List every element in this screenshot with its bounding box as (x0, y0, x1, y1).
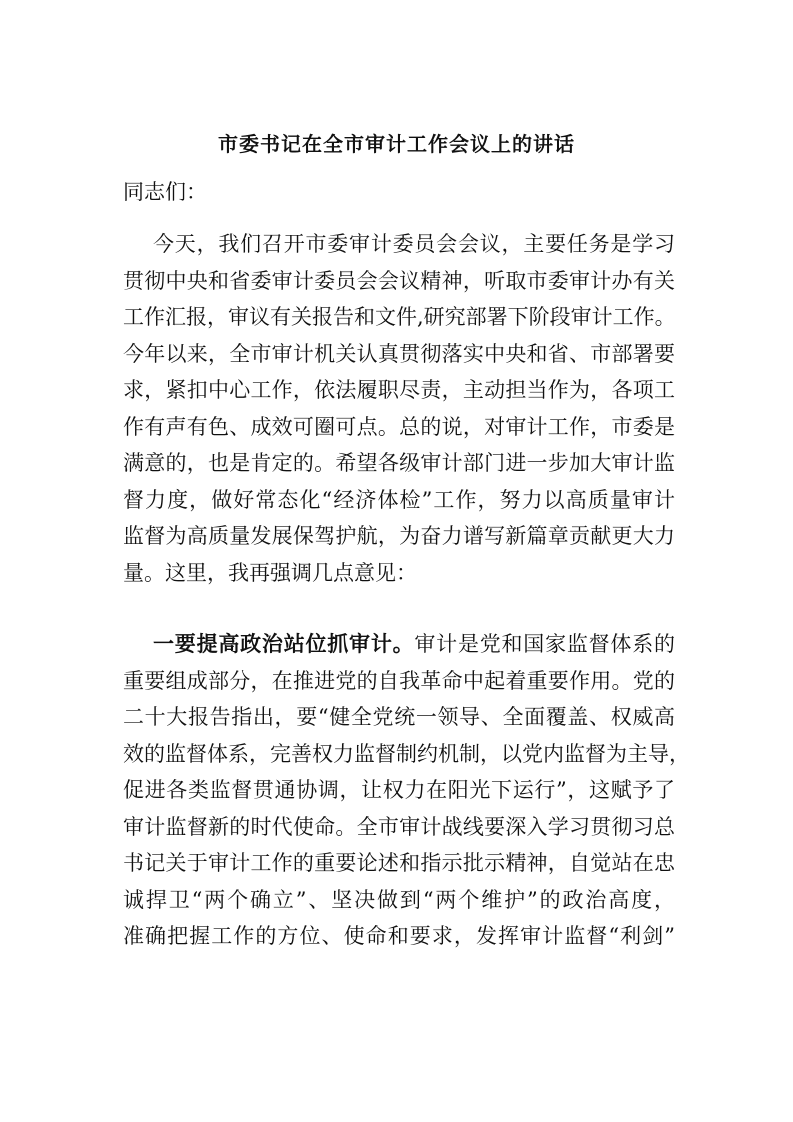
paragraph-1 (123, 226, 675, 591)
paragraph-line: 工作汇报，审议有关报告和文件,研究部署下阶段审计工作。 (123, 305, 676, 329)
paragraph-line: 审计监督新的时代使命。全市审计战线要深入学习贯彻习总 (123, 814, 675, 839)
document-title: 市委书记在全市审计工作会议上的讲话 (218, 132, 575, 156)
paragraph-line: 贯彻中央和省委审计委员会会议精神，听取市委审计办有关 (123, 268, 675, 293)
paragraph-line: 督力度，做好常态化“经济体检”工作，努力以高质量审计 (123, 487, 675, 512)
greeting: 同志们： (123, 180, 207, 204)
paragraph-first-line (123, 626, 675, 663)
paragraph-line: 今天，我们召开市委审计委员会会议，主要任务是学习 (153, 232, 675, 256)
paragraph-2 (123, 626, 690, 955)
paragraph-line: 促进各类监督贯通协调，让权力在阳光下运行”，这赋予了 (123, 778, 675, 802)
paragraph-line: 求，紧扣中心工作，依法履职尽责，主动担当作为，各项工 (123, 378, 675, 402)
paragraph-line: 重要组成部分，在推进党的自我革命中起着重要作用。党的 (123, 668, 675, 693)
paragraph-line: 量。这里，我再强调几点意见： (123, 560, 417, 585)
paragraph-line: 满意的，也是肯定的。希望各级审计部门进一步加大审计监 (123, 451, 675, 475)
paragraph-line: 今年以来，全市审计机关认真贯彻落实中央和省、市部署要 (123, 341, 675, 366)
paragraph-line: 书记关于审计工作的重要论述和指示批示精神，自觉站在忠 (123, 851, 675, 875)
section-heading: 一要提高政治站位抓审计。 (153, 631, 415, 656)
paragraph-text: 审计是党和国家监督体系的 (414, 632, 675, 656)
paragraph-line: 准确把握工作的方位、使命和要求，发挥审计监督“利剑” (123, 924, 675, 948)
paragraph-line: 作有声有色、成效可圈可点。总的说，对审计工作，市委是 (123, 414, 675, 439)
paragraph-line: 二十大报告指出，要“健全党统一领导、全面覆盖、权威高 (123, 705, 675, 729)
paragraph-line: 效的监督体系，完善权力监督制约机制，以党内监督为主导， (123, 741, 690, 766)
paragraph-line: 诚捍卫“两个确立”、坚决做到“两个维护”的政治高度， (123, 887, 675, 912)
paragraph-line: 监督为高质量发展保驾护航，为奋力谱写新篇章贡献更大力 (123, 524, 675, 548)
